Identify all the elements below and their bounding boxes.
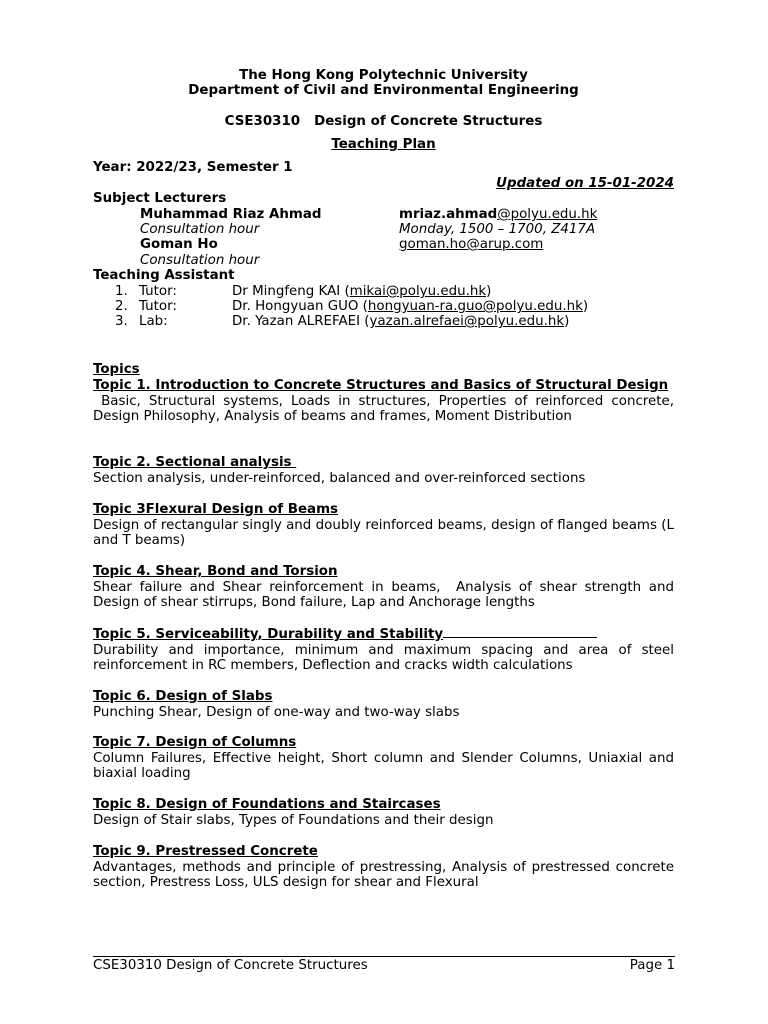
lecturer-2-consult-label: Consultation hour <box>140 253 260 268</box>
footer-page-number: Page 1 <box>629 958 675 973</box>
year-semester: Year: 2022/23, Semester 1 <box>93 160 293 175</box>
assistant-3-email[interactable]: yazan.alrefaei@polyu.edu.hk <box>369 314 565 329</box>
topic-1-desc: Basic, Structural systems, Loads in structures, Properties of reinforced concrete, Design Philosophy, Analysis of beams and frames, Moment Distribution <box>93 393 679 425</box>
department-name: Department of Civil and Environmental Engineering <box>188 83 579 98</box>
topic-8 <box>93 797 674 828</box>
lecturer-1-email[interactable] <box>399 207 597 223</box>
assistant-1-name: Dr Mingfeng KAI ( <box>232 284 350 299</box>
assistants-heading: Teaching Assistant <box>93 268 235 283</box>
topic-4 <box>93 564 679 611</box>
topic-2-title: Topic 2. Sectional analysis <box>93 455 297 470</box>
assistant-1-number: 1. <box>115 284 128 299</box>
assistant-2-number: 2. <box>115 299 128 314</box>
updated-date: Updated on 15-01-2024 <box>496 176 674 191</box>
lecturer-2-name: Goman Ho <box>140 237 218 252</box>
lecturer-2-email[interactable]: goman.ho@arup.com <box>399 237 544 252</box>
assistant-3-details <box>232 314 569 330</box>
lecturer-1-consult-value: Monday, 1500 – 1700, Z417A <box>399 222 596 237</box>
lecturer-1-consult-label: Consultation hour <box>140 222 260 237</box>
assistant-2-role: Tutor: <box>139 299 177 314</box>
assistant-1-close-paren: ) <box>486 284 492 299</box>
topic-3 <box>93 502 674 549</box>
assistant-2-close-paren: ) <box>582 299 589 314</box>
topic-9 <box>93 844 674 891</box>
topic-4-title: Topic 4. Shear, Bond and Torsion <box>93 564 338 579</box>
topic-3-desc: Design of rectangular singly and doubly reinforced beams, design of flanged beams (L and T beams) <box>93 517 674 549</box>
topic-5 <box>93 626 674 674</box>
topic-8-title: Topic 8. Design of Foundations and Staircases <box>93 797 441 812</box>
topic-7-desc: Column Failures, Effective height, Short column and Slender Columns, Uniaxial and biaxial loading <box>93 750 674 782</box>
assistant-3-number: 3. <box>115 314 128 329</box>
topic-7-title: Topic 7. Design of Columns <box>93 735 297 750</box>
topic-6-desc: Punching Shear, Design of one-way and two-way slabs <box>93 704 460 720</box>
footer-divider <box>93 956 675 957</box>
assistant-3-name: Dr. Yazan ALREFAEI ( <box>232 314 370 329</box>
topic-5-desc: Durability and importance, minimum and maximum spacing and area of steel reinforcement in RC members, Deflection and cracks width calculations <box>93 642 674 674</box>
course-title: CSE30310 Design of Concrete Structures <box>224 114 543 129</box>
topic-8-desc: Design of Stair slabs, Types of Foundations and their design <box>93 812 494 828</box>
assistant-2-email[interactable]: hongyuan-ra.guo@polyu.edu.hk <box>367 299 583 314</box>
topic-2-desc: Section analysis, under-reinforced, balanced and over-reinforced sections <box>93 470 586 486</box>
topic-2 <box>93 455 674 486</box>
footer-course: CSE30310 Design of Concrete Structures <box>93 958 368 973</box>
topic-5-title-line <box>93 626 674 643</box>
lecturer-1-email-user[interactable]: mriaz.ahmad <box>399 207 498 222</box>
topic-6 <box>93 689 674 720</box>
topic-9-title: Topic 9. Prestressed Concrete <box>93 844 318 859</box>
topic-5-title: Topic 5. Serviceability, Durability and Stability <box>93 627 444 642</box>
topic-7 <box>93 735 674 782</box>
assistant-2-name: Dr. Hongyuan GUO ( <box>232 299 368 314</box>
lecturer-1-email-domain[interactable]: @polyu.edu.hk <box>497 207 598 222</box>
topic-1-title: Topic 1. Introduction to Concrete Structures and Basics of Structural Design <box>93 378 669 393</box>
plan-title: Teaching Plan <box>331 137 436 152</box>
topic-9-desc: Advantages, methods and principle of prestressing, Analysis of prestressed concrete section, Prestress Loss, ULS design for shear and Flexural <box>93 859 674 891</box>
assistant-1-details <box>232 284 491 300</box>
university-name: The Hong Kong Polytechnic University <box>239 68 528 83</box>
lecturer-1-name: Muhammad Riaz Ahmad <box>140 207 322 222</box>
topic-4-desc: Shear failure and Shear reinforcement in beams, Analysis of shear strength and Design of shear stirrups, Bond failure, Lap and Anchorage lengths <box>93 579 679 611</box>
topic-3-title: Topic 3Flexural Design of Beams <box>93 502 338 517</box>
lecturers-heading: Subject Lecturers <box>93 191 227 206</box>
assistant-3-role: Lab: <box>139 314 168 329</box>
topic-6-title: Topic 6. Design of Slabs <box>93 689 273 704</box>
topic-1 <box>93 378 679 425</box>
assistant-1-role: Tutor: <box>139 284 177 299</box>
topics-heading: Topics <box>93 362 140 377</box>
assistant-2-details <box>232 299 588 315</box>
assistant-3-close-paren: ) <box>564 314 570 329</box>
assistant-1-email[interactable]: mikai@polyu.edu.hk <box>349 284 487 299</box>
topic-5-trailing-rule <box>443 626 597 638</box>
